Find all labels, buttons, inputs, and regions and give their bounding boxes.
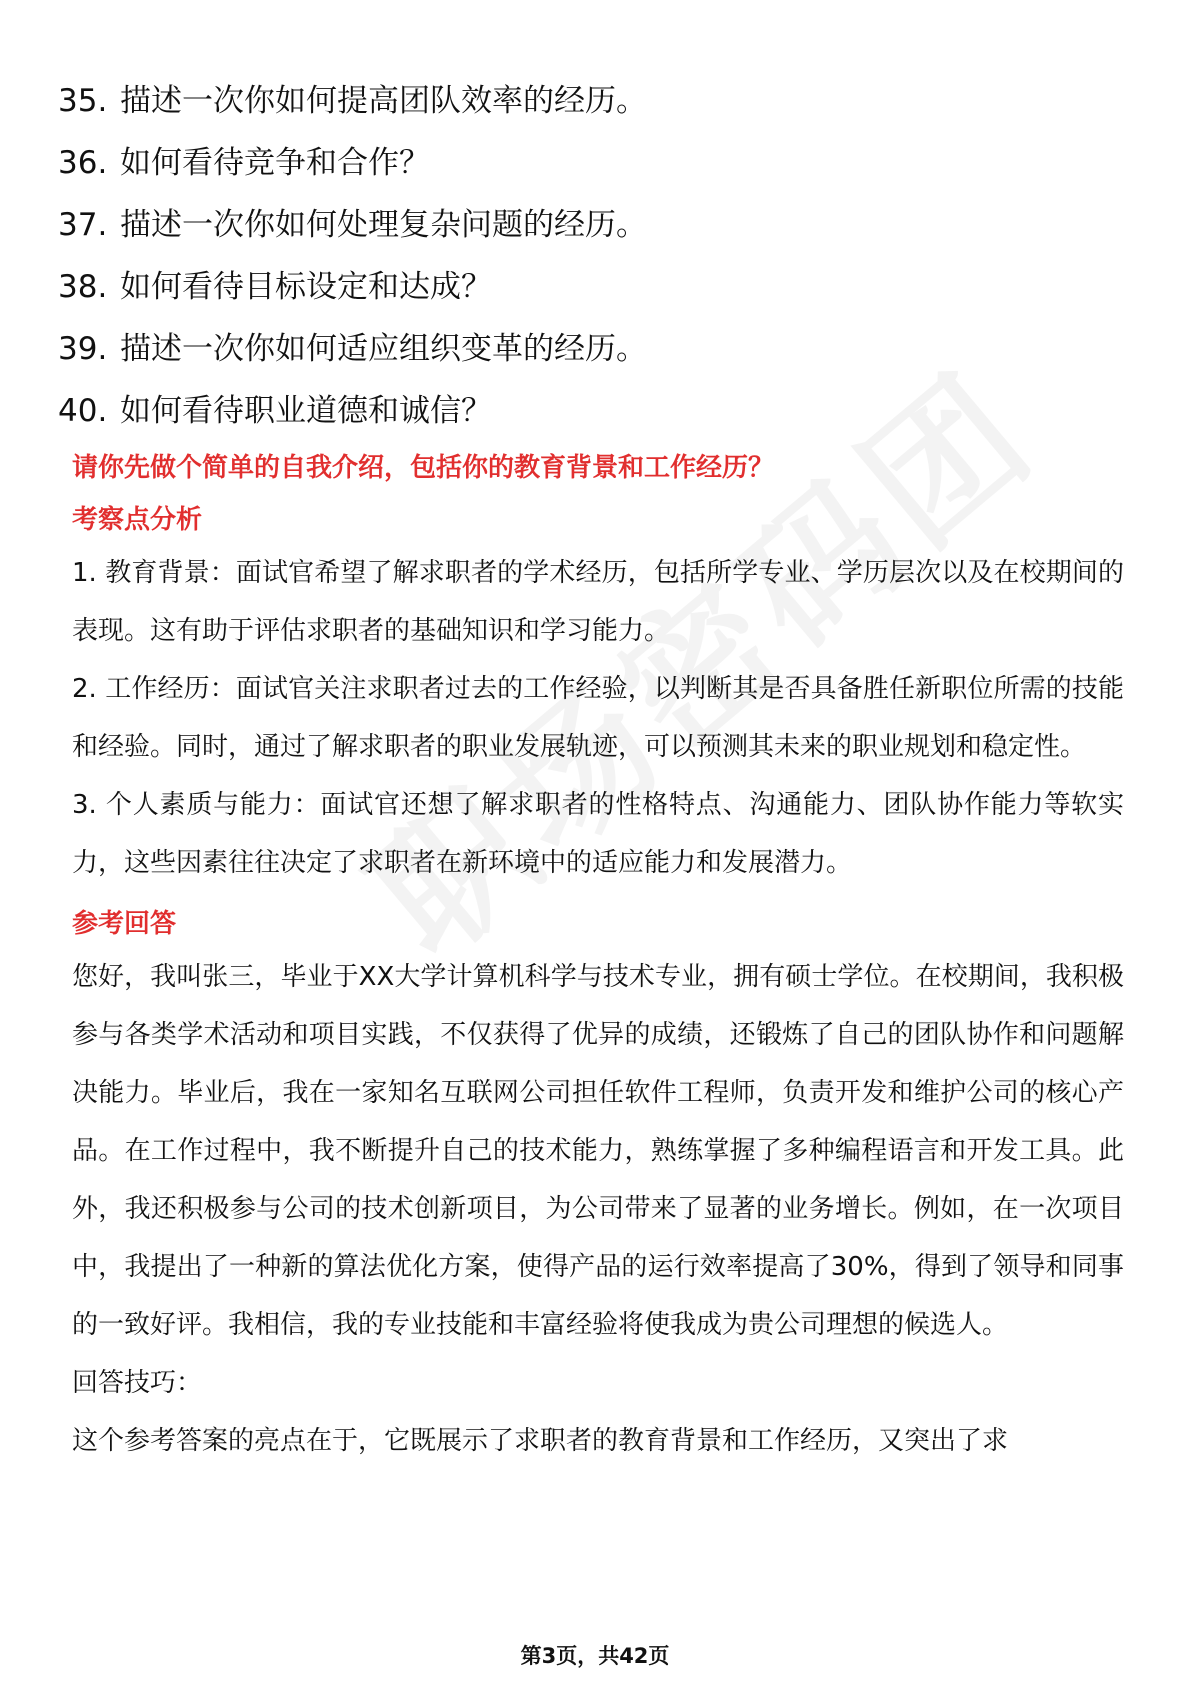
question-text: 如何看待职业道德和诚信？ [120, 393, 492, 429]
list-item [58, 256, 1138, 318]
question-text: 描述一次你如何适应组织变革的经历。 [120, 331, 647, 367]
question-list [58, 70, 1138, 442]
page-number: 第3页，共42页 [520, 1644, 670, 1668]
analysis-point: 1. 教育背景：面试官希望了解求职者的学术经历，包括所学专业、学历层次以及在校期间的表现。这有助于评估求职者的基础知识和学习能力。 [72, 558, 1124, 646]
tips-label: 回答技巧： [72, 1368, 203, 1398]
tips-text: 这个参考答案的亮点在于，它既展示了求职者的教育背景和工作经历，又突出了求 [72, 1426, 1009, 1456]
question-number: 38. [58, 269, 108, 305]
question-text: 描述一次你如何处理复杂问题的经历。 [120, 207, 647, 243]
question-section [72, 448, 1124, 1470]
list-item [58, 380, 1138, 442]
question-number: 40. [58, 393, 108, 429]
analysis-point: 2. 工作经历：面试官关注求职者过去的工作经验，以判断其是否具备胜任新职位所需的技能和经验。同时，通过了解求职者的职业发展轨迹，可以预测其未来的职业规划和稳定性。 [72, 674, 1124, 762]
question-text: 如何看待目标设定和达成？ [120, 269, 492, 305]
answer-text: 您好，我叫张三，毕业于XX大学计算机科学与技术专业，拥有硕士学位。在校期间，我积极参与各类学术活动和项目实践，不仅获得了优异的成绩，还锻炼了自己的团队协作和问题解决能力。毕业后，我在一家知名互联网公司担任软件工程师，负责开发和维护公司的核心产品。在工作过程中，我不断提升自己的技术能力，熟练掌握了多种编程语言和开发工具。此外，我还积极参与公司的技术创新项目，为公司带来了显著的业务增长。例如，在一次项目中，我提出了一种新的算法优化方案，使得产品的运行效率提高了30%，得到了领导和同事的一致好评。我相信，我的专业技能和丰富经验将使我成为贵公司理想的候选人。 [72, 962, 1124, 1340]
list-item [58, 194, 1138, 256]
list-item [58, 318, 1138, 380]
question-number: 36. [58, 145, 108, 181]
list-item [58, 132, 1138, 194]
question-number: 39. [58, 331, 108, 367]
question-text: 如何看待竞争和合作？ [120, 145, 430, 181]
question-number: 37. [58, 207, 108, 243]
list-item [58, 70, 1138, 132]
question-text: 描述一次你如何提高团队效率的经历。 [120, 83, 647, 119]
answer-heading: 参考回答 [72, 909, 177, 939]
analysis-point: 3. 个人素质与能力：面试官还想了解求职者的性格特点、沟通能力、团队协作能力等软实力，这些因素往往决定了求职者在新环境中的适应能力和发展潜力。 [72, 790, 1124, 878]
question-number: 35. [58, 83, 108, 119]
question-title: 请你先做个简单的自我介绍，包括你的教育背景和工作经历？ [72, 453, 775, 483]
analysis-heading: 考察点分析 [72, 505, 203, 535]
